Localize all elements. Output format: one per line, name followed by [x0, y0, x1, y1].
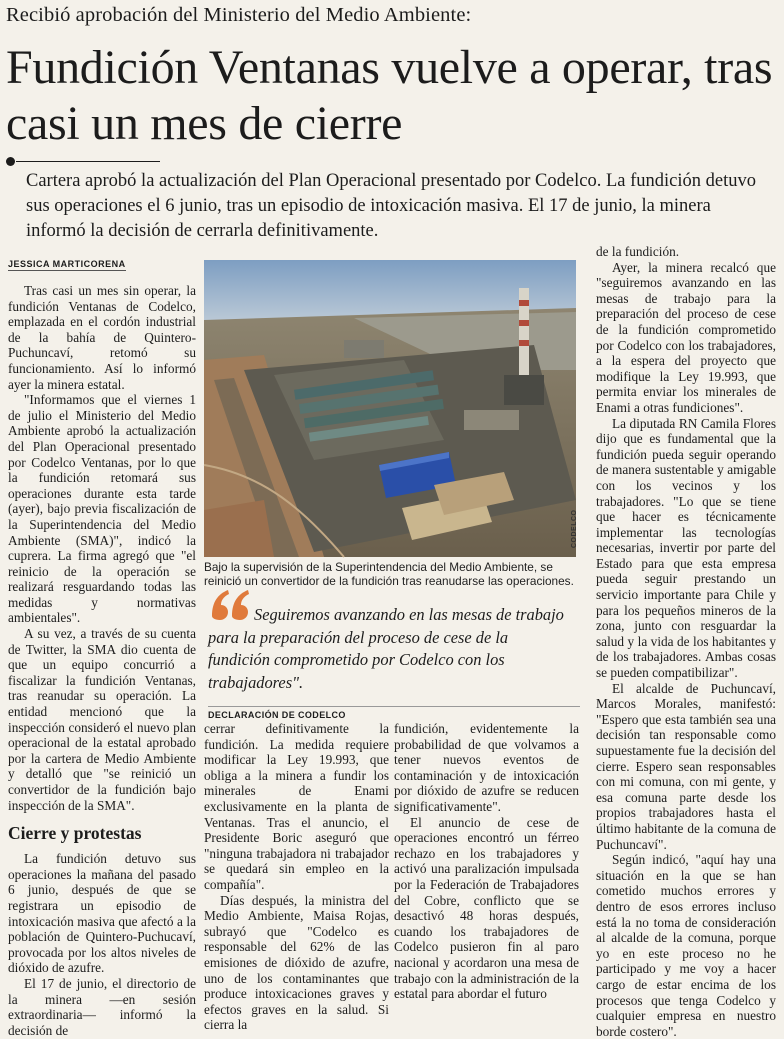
pull-quote: Seguiremos avanzando en las mesas de trabajo para la preparación del proceso de cese de la fundición comprometido por Codelco con los trabajadores". — [208, 605, 564, 692]
section-subhead: Cierre y protestas — [8, 823, 142, 844]
paragraph: A su vez, a través de su cuenta de Twitter, la SMA dio cuenta de que un equipo concurrió a fiscalizar la fundición Ventanas, tras reanudar su operación. La entidad mencionó que la inspección consideró el nuevo plan operacional de la estatal aprobado por la cartera de Medio Ambiente y detalló que "se reinició un convertidor de la fundición bajo inspección de la SMA". — [8, 626, 196, 813]
body-column-3 — [394, 721, 579, 1002]
paragraph: La diputada RN Camila Flores dijo que es fundamental que la fundición pueda seguir operando de manera sustentable y amigable con los vecinos y los trabajadores. "Lo que se tiene que hacer es técnicamente implementar las tecnologías necesarias, invertir por parte del Estado para que esta empresa pueda seguir prestando un servicio importante para Chile y para los pequeños mineros de la zona, junto con resguardar la salud y la vida de los habitantes y de los trabajadores. Ambas cosas se pueden compatibilizar". — [596, 415, 776, 681]
article-deck: Cartera aprobó la actualización del Plan Operacional presentado por Codelco. La fundición detuvo sus operaciones el 6 junio, tras un episodio de intoxicación masiva. El 17 de junio, la minera informó la decisión de cerrarla definitivamente. — [26, 171, 756, 241]
paragraph: de la fundición. — [596, 244, 680, 259]
pull-quote-source: DECLARACIÓN DE CODELCO — [208, 706, 580, 720]
body-column-2 — [204, 721, 389, 1033]
paragraph: El anuncio de cese de operaciones encontró un férreo rechazo en los trabajadores y activó una paralización impulsada por la Federación de Trabajadores del Cobre, conflicto que se desactivó 48 horas después, cuando los trabajadores de Codelco pusieron fin al paro nacional y acordaron una mesa de trabajo con la administración de la estatal para abordar el futuro — [394, 814, 579, 1002]
body-column-1 — [8, 283, 196, 1038]
paragraph: Ayer, la minera recalcó que "seguiremos avanzando en las mesas de trabajo para la preparación del proceso de cese de la fundición comprometido por Codelco con los trabajadores, a la espera del proyecto que modifique la Ley 19.993, que permita enviar los minerales de Enami a otras fundiciones". — [596, 259, 776, 415]
photo-credit: CODELCO — [571, 509, 578, 548]
paragraph: cerrar definitivamente la fundición. La medida requiere modificar la Ley 19.993, que obliga a la minera a fundir los minerales de Enami exclusivamente en la planta de Ventanas. Tras el anuncio, el Presidente Boric aseguró que "ninguna trabajadora ni trabajador se quedará sin empleo en la compañía". — [204, 721, 389, 892]
paragraph: Según indicó, "aquí hay una situación en la que se han cometido muchos errores y dentro de esos errores incluso está la no toma de consideración al alcalde de la comuna, porque yo en este proceso no he participado y me voy a hacer cargo de estar encima de los procesos que tenga Codelco y cualquier empresa en nuestro borde costero". — [596, 852, 776, 1039]
paragraph: La fundición detuvo sus operaciones la mañana del pasado 6 junio, después de que se registrara un episodio de intoxicación masiva que afectó a la población de Quintero-Puchucaví, provocada por los altos niveles de dióxido de azufre. — [8, 851, 196, 976]
deck-rule — [16, 161, 160, 162]
article-byline: JESSICA MARTICORENA — [8, 259, 126, 269]
paragraph: El 17 de junio, el directorio de la minera —en sesión extraordinaria— informó la decisión de — [8, 975, 196, 1038]
paragraph: Días después, la ministra del Medio Ambiente, Maisa Rojas, subrayó que "Codelco es responsable del 62% de las emisiones de dióxido de azufre, uno de los contaminantes que produce intoxicaciones graves y efectos graves en la salud. Si cierra la — [204, 892, 389, 1033]
paragraph: fundición, evidentemente la probabilidad de que volvamos a tener nuevos eventos de contaminación y de intoxicación por dióxido de azufre se reducen significativamente". — [394, 721, 579, 814]
paragraph: "Informamos que el viernes 1 de julio el Ministerio del Medio Ambiente aprobó la actualización del Plan Operacional presentado por Codelco Ventanas, por lo que la fundición retomará sus operaciones durante esta tarde (ayer), bajo previa fiscalización de la Superintendencia del Medio Ambiente (SMA)", indicó la cuprera. La firma agregó que "el reinicio de la operación se realizará resguardando todas las medidas y normativas ambientales". — [8, 392, 196, 626]
bullet-dot — [6, 157, 15, 166]
article-kicker: Recibió aprobación del Ministerio del Medio Ambiente: — [6, 4, 472, 26]
article-photo — [204, 260, 576, 557]
article-headline: Fundición Ventanas vuelve a operar, tras casi un mes de cierre — [6, 41, 773, 150]
body-column-4 — [596, 244, 776, 1039]
paragraph: Tras casi un mes sin operar, la fundición Ventanas de Codelco, emplazada en el cordón industrial de la bahía de Quintero-Puchuncaví, retomó su funcionamiento. Así lo informó ayer la minera estatal. — [8, 283, 196, 392]
photo-caption: Bajo la supervisión de la Superintendencia del Medio Ambiente, se reinició un convertidor de la fundición tras reanudarse las operaciones. — [204, 560, 574, 588]
paragraph: El alcalde de Puchuncaví, Marcos Morales, manifestó: "Espero que esta también sea una decisión tan responsable como supuestamente fue la decisión del cierre. Espero sean responsables con mi comuna, con mi gente, y esa comuna parte desde los propios trabajadores hasta el último habitante de la comuna de Puchuncaví". — [596, 680, 776, 852]
